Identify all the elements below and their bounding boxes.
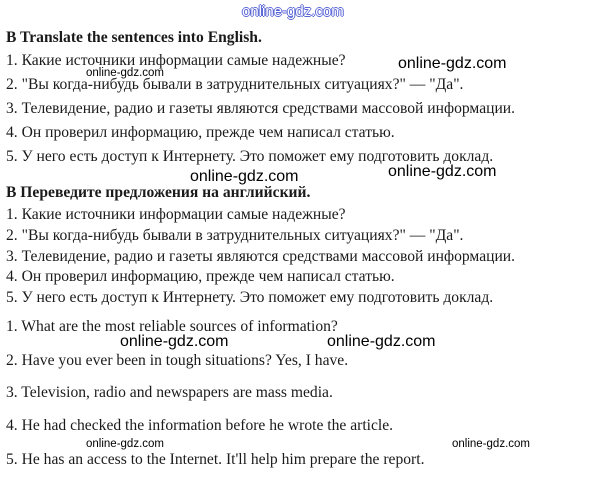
section-1-sentence-1: 1. Какие источники информации самые надежные? [6,52,346,69]
watermark: online-gdz.com [190,168,299,185]
watermark: online-gdz.com [452,438,530,450]
watermark-top: online-gdz.com [242,3,344,20]
section-1-sentence-2: 2. "Вы когда-нибудь бывали в затруднительных ситуациях?" — "Да". [6,76,464,93]
section-2-sentence-1: 1. Какие источники информации самые надежные? [6,206,346,223]
answer-1: 1. What are the most reliable sources of information? [6,318,338,335]
watermark: online-gdz.com [388,163,497,180]
answer-3: 3. Television, radio and newspapers are mass media. [6,384,333,401]
section-1-heading: B Translate the sentences into English. [6,29,262,46]
section-1-sentence-4: 4. Он проверил информацию, прежде чем написал статью. [6,124,395,141]
watermark: online-gdz.com [86,438,164,450]
section-2-sentence-4: 4. Он проверил информацию, прежде чем написал статью. [6,268,395,285]
answer-5: 5. He has an access to the Internet. It'll help him prepare the report. [6,451,425,468]
section-1-sentence-5: 5. У него есть доступ к Интернету. Это поможет ему подготовить доклад. [6,148,494,165]
watermark: online-gdz.com [398,55,507,72]
answer-4: 4. He had checked the information before he wrote the article. [6,417,394,434]
section-2-sentence-5: 5. У него есть доступ к Интернету. Это поможет ему подготовить доклад. [6,289,494,306]
section-2-sentence-3: 3. Телевидение, радио и газеты являются средствами массовой информации. [6,248,516,265]
watermark: online-gdz.com [120,333,229,350]
answer-2: 2. Have you ever been in tough situations? Yes, I have. [6,352,349,369]
watermark: online-gdz.com [327,333,436,350]
section-2-sentence-2: 2. "Вы когда-нибудь бывали в затруднительных ситуациях?" — "Да". [6,227,464,244]
watermark: online-gdz.com [86,67,164,79]
section-1-sentence-3: 3. Телевидение, радио и газеты являются средствами массовой информации. [6,100,516,117]
section-2-heading: В Переведите предложения на английский. [6,184,311,201]
